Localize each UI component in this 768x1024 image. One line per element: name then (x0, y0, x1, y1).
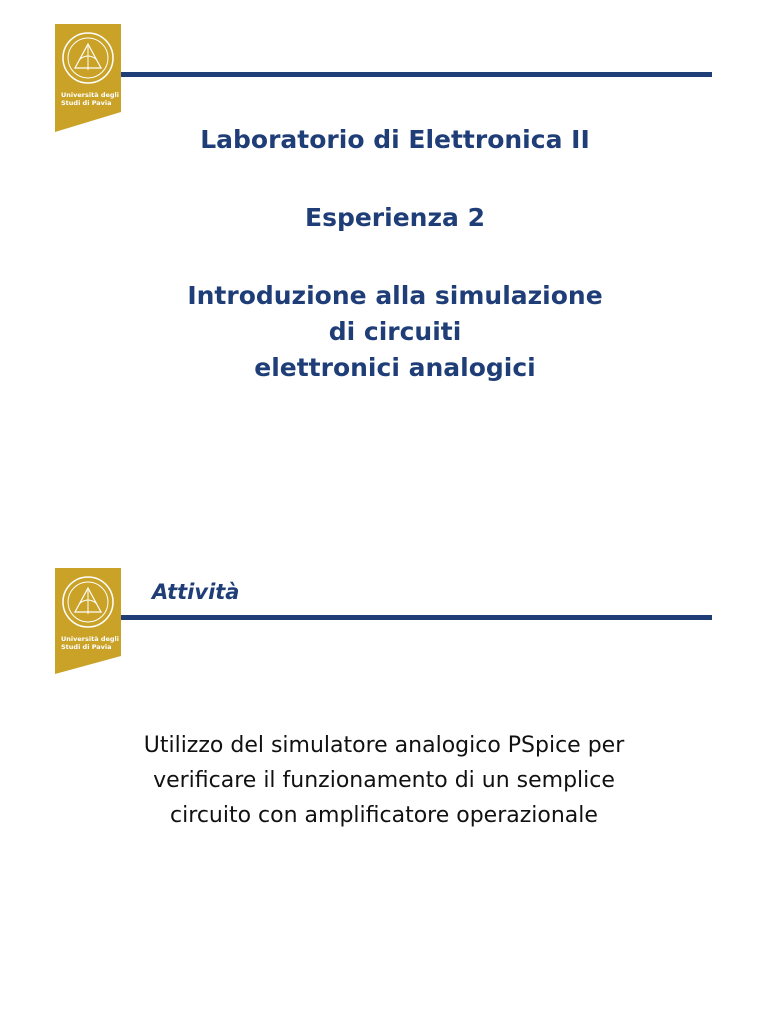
subtitle-line: di circuiti (328, 317, 462, 346)
logo-caption-line: Università degli (61, 635, 120, 643)
logo-caption (61, 92, 119, 107)
title-block (0, 122, 768, 386)
university-logo (55, 24, 121, 132)
logo-caption-line: Studi di Pavia (61, 98, 112, 107)
logo-caption-line: Studi di Pavia (61, 642, 112, 651)
university-seal-icon (55, 24, 121, 132)
course-title: Laboratorio di Elettronica II (200, 125, 590, 154)
slide-activity (0, 540, 768, 1024)
university-seal-icon (55, 568, 121, 674)
subtitle-line: elettronici analogici (254, 353, 536, 382)
subtitle-line: Introduzione alla simulazione (187, 281, 603, 310)
experience-title: Esperienza 2 (305, 203, 485, 232)
university-logo (55, 568, 121, 674)
header-rule (121, 72, 712, 77)
header-rule (121, 615, 712, 620)
spacer (0, 236, 768, 272)
body-text (0, 728, 768, 833)
spacer (0, 158, 768, 194)
body-line: verificare il funzionamento di un semplice (153, 768, 615, 793)
section-heading: Attività (152, 580, 240, 604)
logo-caption (61, 636, 119, 651)
body-line: circuito con amplificatore operazionale (170, 803, 598, 828)
body-line: Utilizzo del simulatore analogico PSpice per (143, 733, 625, 758)
logo-caption-line: Università degli (61, 91, 120, 99)
